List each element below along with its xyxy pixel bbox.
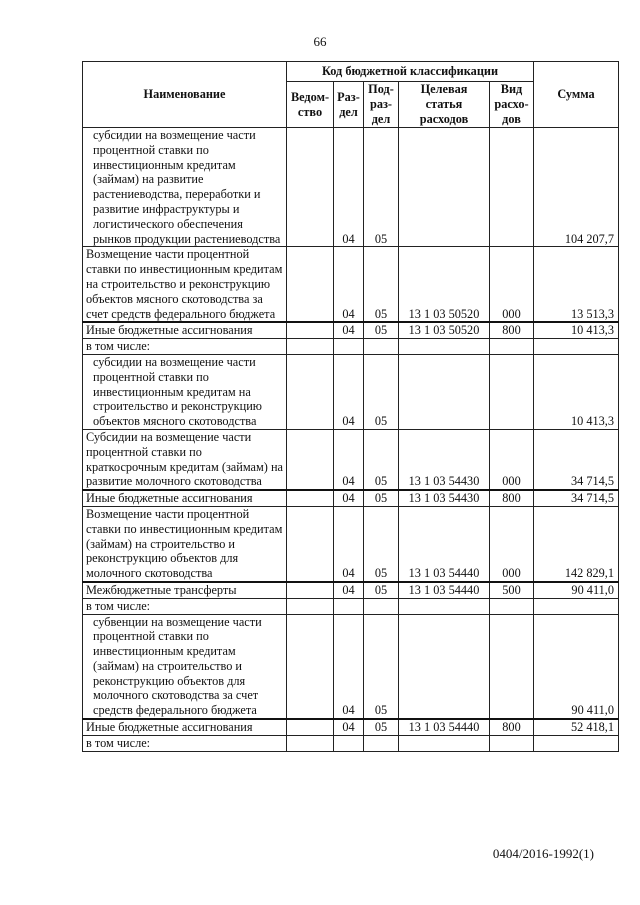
cell-podrazdel: 05 [364,506,399,581]
cell-podrazdel [364,339,399,355]
cell-name: субвенции на возмещение части процентной ставки по инвестиционным кредитам (займам) на строительство и реконструкцию объектов для молочного скотоводства за счет средств федерального бюджета [83,614,287,719]
header-vedomstvo: Ведом-ство [287,82,334,128]
cell-celevaya: 13 1 03 50520 [399,322,490,338]
cell-vid: 000 [490,429,534,490]
cell-name: субсидии на возмещение части процентной ставки по инвестиционным кредитам (займам) на развитие растениеводства, переработки и развитие инфраструктуры и логистического обеспечения рынков продукции растениеводства [83,128,287,247]
cell-celevaya [399,735,490,751]
cell-vid [490,614,534,719]
header-row-1 [83,62,619,82]
cell-summa [534,598,619,614]
cell-razdel: 04 [334,429,364,490]
cell-summa: 90 411,0 [534,582,619,598]
cell-name: Иные бюджетные ассигнования [83,719,287,735]
table-row [83,506,619,581]
cell-name: в том числе: [83,339,287,355]
cell-vedomstvo [287,719,334,735]
cell-razdel: 04 [334,719,364,735]
cell-podrazdel: 05 [364,322,399,338]
cell-vid [490,354,534,429]
cell-razdel: 04 [334,490,364,506]
cell-podrazdel: 05 [364,490,399,506]
cell-podrazdel: 05 [364,128,399,247]
cell-summa: 34 714,5 [534,429,619,490]
cell-celevaya: 13 1 03 54440 [399,582,490,598]
cell-podrazdel: 05 [364,354,399,429]
cell-razdel: 04 [334,247,364,322]
header-code-group: Код бюджетной классификации [287,62,534,82]
header-razdel: Раз-дел [334,82,364,128]
cell-podrazdel: 05 [364,247,399,322]
cell-name: Возмещение части процентной ставки по инвестиционным кредитам на строительство и реконструкцию объектов мясного скотоводства за счет средств федерального бюджета [83,247,287,322]
table-row [83,354,619,429]
table-row [83,735,619,751]
cell-razdel [334,735,364,751]
cell-vedomstvo [287,598,334,614]
cell-podrazdel: 05 [364,614,399,719]
table-row [83,719,619,735]
cell-razdel [334,598,364,614]
cell-razdel: 04 [334,354,364,429]
cell-vedomstvo [287,247,334,322]
cell-vid: 800 [490,490,534,506]
cell-vedomstvo [287,339,334,355]
table-row [83,614,619,719]
document-code: 0404/2016-1992(1) [492,846,594,861]
cell-summa [534,339,619,355]
cell-name: Возмещение части процентной ставки по инвестиционным кредитам (займам) на строительство и реконструкцию объектов для молочного скотоводства [83,506,287,581]
cell-vid: 000 [490,506,534,581]
page-number: 66 [313,34,327,49]
table-row [83,598,619,614]
cell-celevaya: 13 1 03 54440 [399,506,490,581]
cell-vedomstvo [287,614,334,719]
cell-vid: 500 [490,582,534,598]
cell-summa: 10 413,3 [534,322,619,338]
cell-celevaya: 13 1 03 54440 [399,719,490,735]
cell-vid: 800 [490,719,534,735]
cell-vedomstvo [287,354,334,429]
cell-name: Межбюджетные трансферты [83,582,287,598]
cell-name: в том числе: [83,735,287,751]
cell-vid [490,598,534,614]
cell-celevaya [399,339,490,355]
cell-celevaya [399,614,490,719]
cell-razdel: 04 [334,582,364,598]
budget-table [82,61,619,752]
cell-summa: 52 418,1 [534,719,619,735]
cell-vid [490,735,534,751]
cell-podrazdel [364,598,399,614]
cell-celevaya [399,598,490,614]
cell-vedomstvo [287,735,334,751]
cell-celevaya: 13 1 03 54430 [399,429,490,490]
header-name: Наименование [83,62,287,128]
cell-celevaya [399,128,490,247]
table-row [83,429,619,490]
cell-vid: 000 [490,247,534,322]
cell-razdel: 04 [334,506,364,581]
cell-name: в том числе: [83,598,287,614]
table-row [83,490,619,506]
table-row [83,247,619,322]
cell-podrazdel: 05 [364,582,399,598]
cell-razdel: 04 [334,614,364,719]
cell-summa: 90 411,0 [534,614,619,719]
cell-vid: 800 [490,322,534,338]
table-row [83,582,619,598]
table-body [83,128,619,752]
table-row [83,128,619,247]
cell-name: Иные бюджетные ассигнования [83,322,287,338]
cell-razdel: 04 [334,322,364,338]
cell-name: субсидии на возмещение части процентной ставки по инвестиционным кредитам на строительство и реконструкцию объектов мясного скотоводства [83,354,287,429]
cell-name: Субсидии на возмещение части процентной ставки по краткосрочным кредитам (займам) на развитие молочного скотоводства [83,429,287,490]
cell-razdel: 04 [334,128,364,247]
cell-summa: 104 207,7 [534,128,619,247]
cell-summa: 142 829,1 [534,506,619,581]
cell-vedomstvo [287,490,334,506]
table-row [83,339,619,355]
cell-vid [490,128,534,247]
table-row [83,322,619,338]
header-podrazdel: Под-раз-дел [364,82,399,128]
cell-summa: 10 413,3 [534,354,619,429]
cell-vedomstvo [287,582,334,598]
cell-celevaya: 13 1 03 50520 [399,247,490,322]
cell-summa [534,735,619,751]
header-vid: Вид расхо-дов [490,82,534,128]
cell-summa: 13 513,3 [534,247,619,322]
cell-vedomstvo [287,128,334,247]
cell-vid [490,339,534,355]
cell-podrazdel: 05 [364,429,399,490]
header-celevaya: Целевая статья расходов [399,82,490,128]
cell-podrazdel: 05 [364,719,399,735]
cell-vedomstvo [287,429,334,490]
cell-vedomstvo [287,506,334,581]
cell-name: Иные бюджетные ассигнования [83,490,287,506]
cell-vedomstvo [287,322,334,338]
header-summa: Сумма [534,62,619,128]
cell-celevaya [399,354,490,429]
cell-celevaya: 13 1 03 54430 [399,490,490,506]
cell-podrazdel [364,735,399,751]
cell-summa: 34 714,5 [534,490,619,506]
cell-razdel [334,339,364,355]
